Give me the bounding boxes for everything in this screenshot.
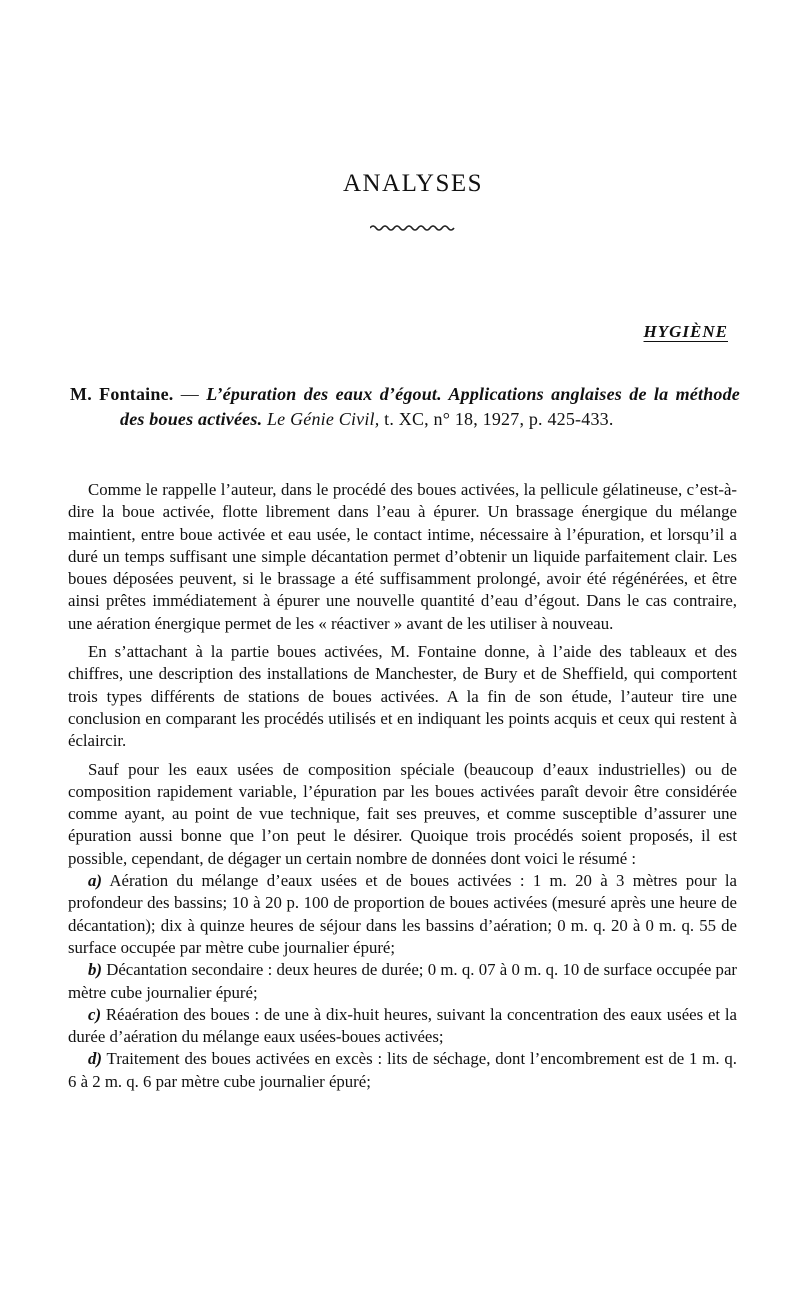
list-marker-c: c) [88,1004,102,1024]
list-item-d [68,1048,737,1093]
list-text-d: Traitement des boues activées en excès : lits de séchage, dont l’encombrement est de 1 m. q. 6 à 2 m. q. 6 par mètre cube journalier épuré; [68,1049,737,1091]
reference-dash: — [173,384,207,404]
bibliographic-reference [70,382,740,431]
page-title: ANALYSES [342,170,484,197]
list-marker-b: b) [88,960,102,980]
paragraph-installations: En s’attachant à la partie boues activées, M. Fontaine donne, à l’aide des tableaux et des chiffres, une description des installations de Manchester, de Bury et de Sheffield, qui comportent trois types différents de stations de boues activées. A la fin de son étude, l’auteur tire une conclusion en comparant les procédés utilisés et en indiquant les points acquis et ceux qui restent à éclaircir. [68,642,737,751]
list-marker-a: a) [88,871,102,891]
article-body [68,479,737,1093]
list-text-b: Décantation secondaire : deux heures de durée; 0 m. q. 07 à 0 m. q. 10 de surface occupée par mètre cube journalier épuré; [68,960,737,1002]
reference-title: L’épuration des eaux d’égout. Applications anglaises de la méthode des boues activées. [120,384,741,429]
paragraph-conclusion: Sauf pour les eaux usées de composition spéciale (beaucoup d’eaux industrielles) ou de composition rapidement variable, l’épuration par les boues activées paraît devoir être considérée comme ayant, au point de vue technique, fait ses preuves, et comme susceptible d’assurer une épuration aussi bonne que l’on peut le désirer. Quoique trois procédés soient proposés, il est possible, cependant, de dégager un certain nombre de données dont voici le résumé : [68,759,737,868]
list-item-a [68,870,737,959]
reference-author: M. Fontaine. [70,384,174,404]
reference-journal: Le Génie Civil, [266,408,380,429]
list-item-c [68,1004,737,1049]
list-text-c: Réaération des boues : de une à dix-huit heures, suivant la concentration des eaux usées et la durée d’aération du mélange eaux usées-boues activées; [68,1004,737,1047]
list-text-a: Aération du mélange d’eaux usées et de boues activées : 1 m. 20 à 3 mètres pour la profondeur des bassins; 10 à 20 p. 100 de proportion de boues activées (mesuré après une heure de décantation); dix à quinze heures de séjour dans les bassins d’aération; 0 m. q. 20 à 0 m. q. 55 de surface occupée par mètre cube journalier épuré; [68,871,737,957]
paragraph-intro: Comme le rappelle l’auteur, dans le procédé des boues activées, la pellicule gélatineuse, c’est-à-dire la boue activée, flotte librement dans l’eau à épurer. Un brassage énergique du mélange maintient, entre boue activée et eau usée, le contact intime, nécessaire à l’épuration, et lorsqu’il a duré un temps suffisant une simple décantation permet d’obtenir un liquide parfaitement clair. Les boues déposées peuvent, si le brassage a été suffisamment prolongé, avoir été régénérées, et être ainsi prêtes immédiatement à épurer une nouvelle quantité d’eau d’égout. Dans le cas contraire, une aération énergique permet de les « réactiver » avant de les utiliser à nouveau. [68,480,737,633]
list-marker-d: d) [88,1049,102,1069]
wavy-ornament [370,224,456,232]
section-heading: HYGIÈNE [643,322,728,341]
reference-details: t. XC, n° 18, 1927, p. 425-433. [379,408,614,429]
list-item-b [68,959,737,1004]
